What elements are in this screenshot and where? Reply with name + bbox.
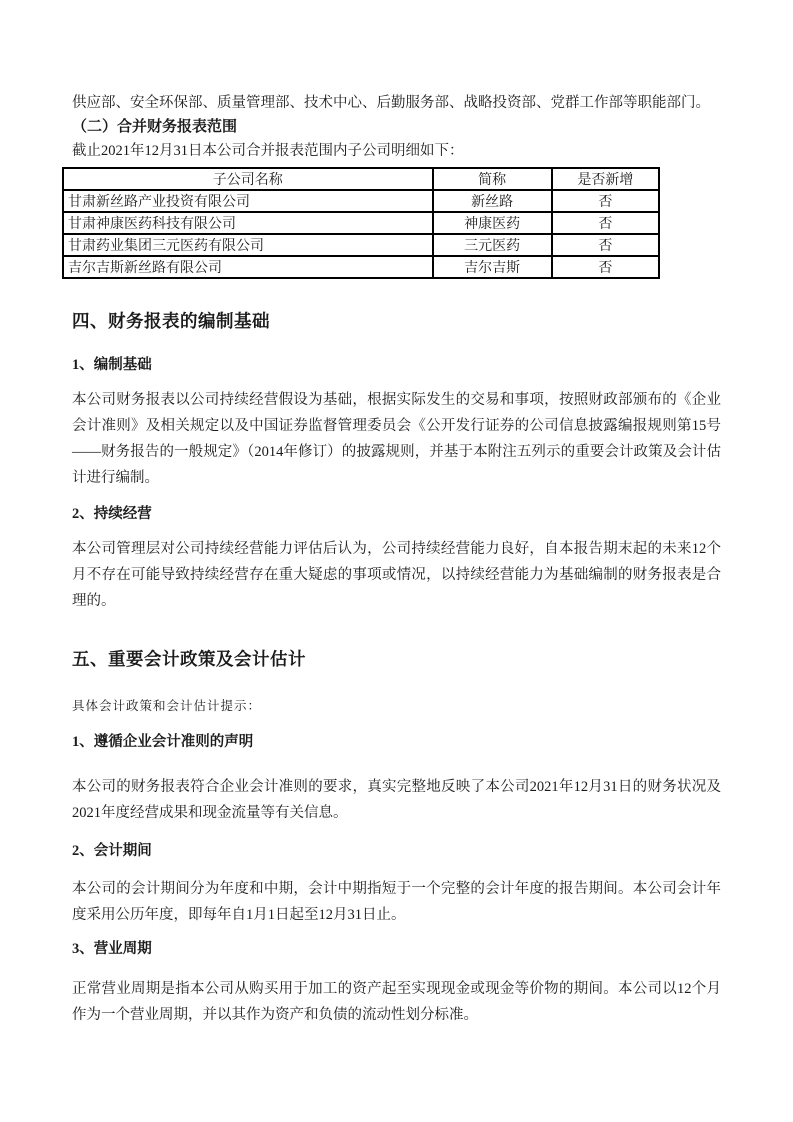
table-row bbox=[63, 234, 659, 256]
section5-sub2-body: 本公司的会计期间分为年度和中期，会计中期指短于一个完整的会计年度的报告期间。本公司会计年度采用公历年度，即每年自1月1日起至12月31日止。 bbox=[72, 881, 721, 923]
section4-sub2-body: 本公司管理层对公司持续经营能力评估后认为，公司持续经营能力良好，自本报告期末起的未来12个月不存在可能导致持续经营存在重大疑虑的事项或情况，以持续经营能力为基础编制的财务报表是合理的。 bbox=[72, 541, 721, 609]
subsidiary-new: 否 bbox=[552, 256, 659, 278]
section4-heading: 四、财务报表的编制基础 bbox=[72, 311, 270, 331]
section5-heading: 五、重要会计政策及会计估计 bbox=[72, 649, 306, 669]
continuation-paragraph: 供应部、安全环保部、质量管理部、技术中心、后勤服务部、战略投资部、党群工作部等职能部门。 bbox=[72, 95, 710, 111]
subsidiary-name: 甘肃神康医药科技有限公司 bbox=[63, 212, 433, 234]
subsidiary-name: 甘肃药业集团三元医药有限公司 bbox=[63, 234, 433, 256]
section4-sub2-heading: 2、持续经营 bbox=[72, 506, 152, 522]
subsidiary-name: 吉尔吉斯新丝路有限公司 bbox=[63, 256, 433, 278]
section4-sub1-heading: 1、编制基础 bbox=[72, 357, 152, 373]
subsidiary-new: 否 bbox=[552, 234, 659, 256]
subsidiary-short: 三元医药 bbox=[433, 234, 552, 256]
subsidiary-new: 否 bbox=[552, 212, 659, 234]
section4-sub1-body: 本公司财务报表以公司持续经营假设为基础，根据实际发生的交易和事项，按照财政部颁布的《企业会计准则》及相关规定以及中国证券监督管理委员会《公开发行证券的公司信息披露编报规则第15号——财务报告的一般规定》（2014年修订）的披露规则，并基于本附注五列示的重要会计政策及会计估计进行编制。 bbox=[72, 392, 721, 486]
section-accounting-policies bbox=[72, 647, 721, 1028]
section5-sub2-heading: 2、会计期间 bbox=[72, 843, 152, 859]
section5-sub1-body: 本公司的财务报表符合企业会计准则的要求，真实完整地反映了本公司2021年12月31日的财务状况及2021年度经营成果和现金流量等有关信息。 bbox=[72, 779, 721, 821]
subsidiary-short: 神康医药 bbox=[433, 212, 552, 234]
section5-sub3-body: 正常营业周期是指本公司从购买用于加工的资产起至实现现金或现金等价物的期间。本公司以12个月作为一个营业周期，并以其作为资产和负债的流动性划分标准。 bbox=[72, 981, 721, 1023]
table-header-row bbox=[63, 168, 659, 190]
column-header-short-name: 简称 bbox=[433, 168, 552, 190]
subsidiaries-table bbox=[62, 167, 660, 279]
consolidation-intro: 截止2021年12月31日本公司合并报表范围内子公司明细如下： bbox=[72, 143, 464, 159]
subsidiary-short: 新丝路 bbox=[433, 190, 552, 212]
table-row bbox=[63, 190, 659, 212]
section5-sub3-heading: 3、营业周期 bbox=[72, 941, 152, 957]
subsidiary-new: 否 bbox=[552, 190, 659, 212]
subsidiary-short: 吉尔吉斯 bbox=[433, 256, 552, 278]
table-row bbox=[63, 256, 659, 278]
policies-note: 具体会计政策和会计估计提示： bbox=[72, 699, 262, 713]
subsidiary-name: 甘肃新丝路产业投资有限公司 bbox=[63, 190, 433, 212]
section-preparation-basis bbox=[72, 309, 721, 614]
section5-sub1-heading: 1、遵循企业会计准则的声明 bbox=[72, 734, 254, 750]
table-row bbox=[63, 212, 659, 234]
column-header-newly-added: 是否新增 bbox=[552, 168, 659, 190]
consolidation-scope-heading: （二）合并财务报表范围 bbox=[72, 119, 238, 135]
column-header-subsidiary-name: 子公司名称 bbox=[63, 168, 433, 190]
